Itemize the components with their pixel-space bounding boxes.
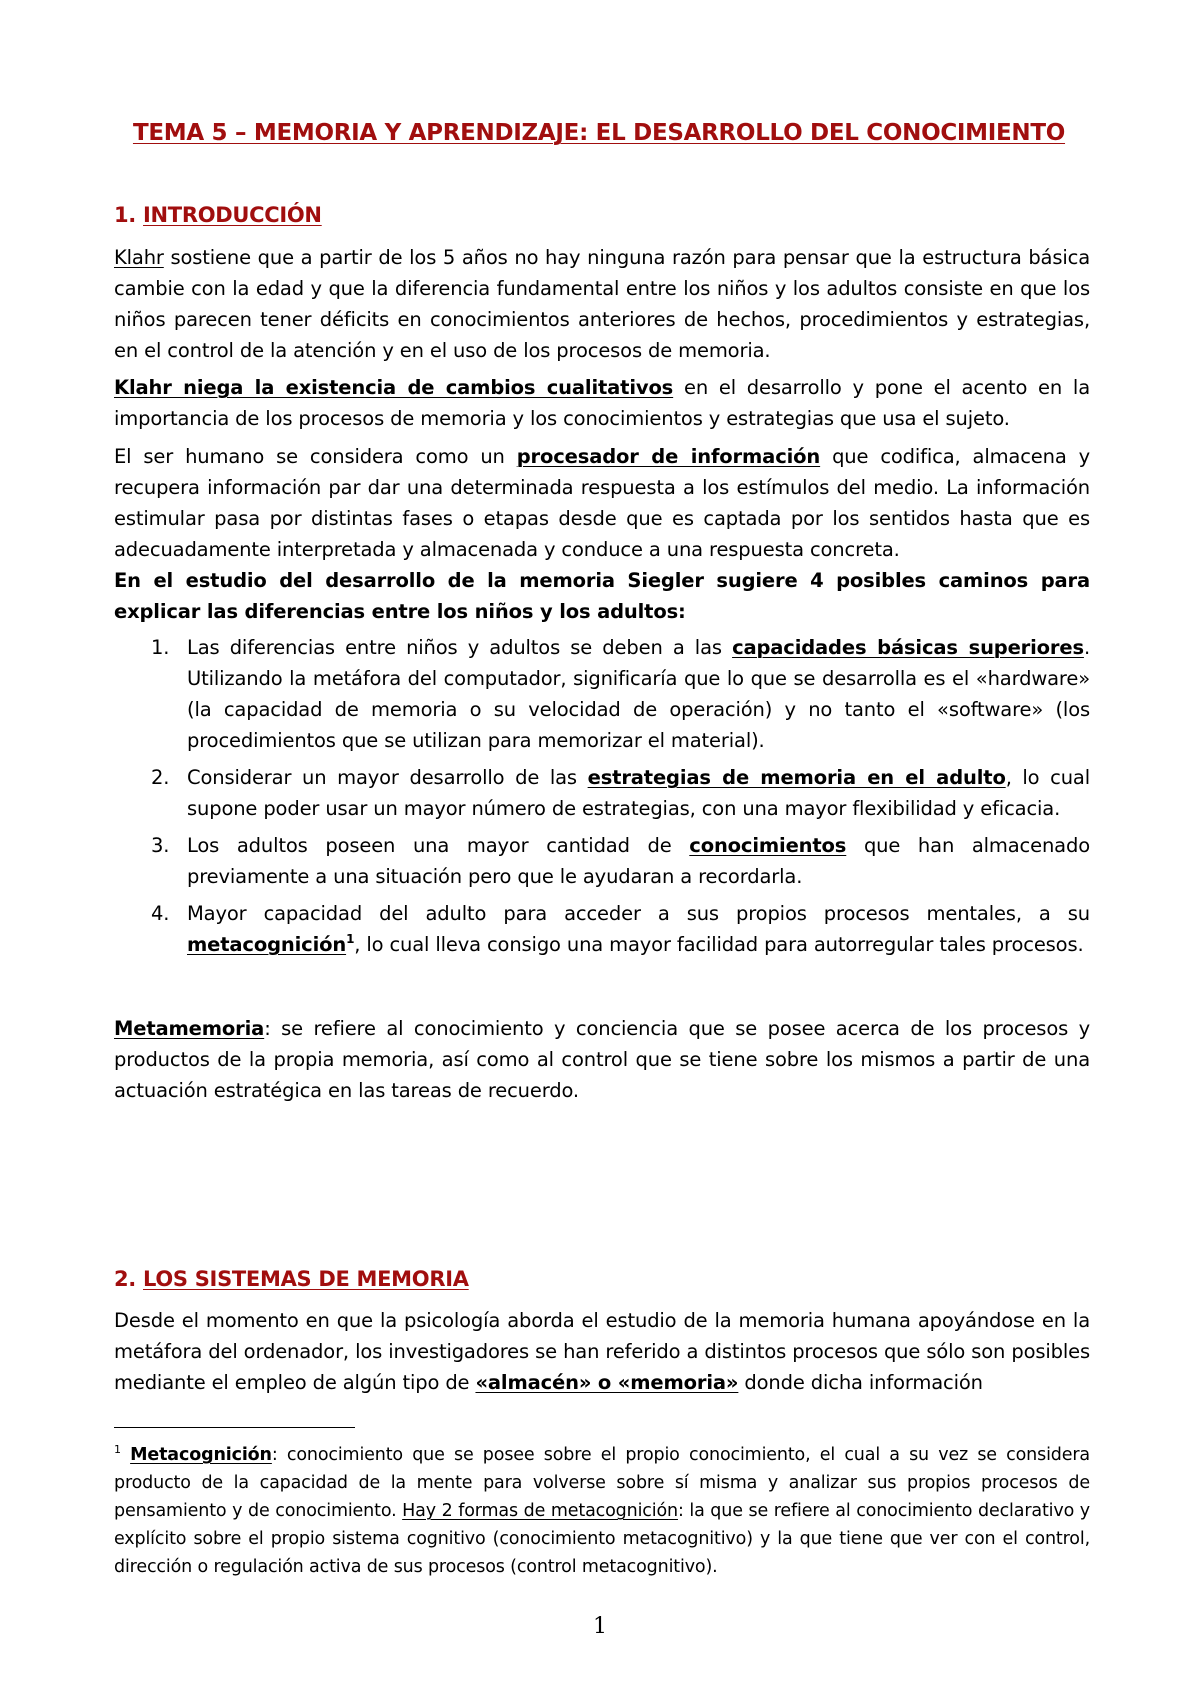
section-1-title: INTRODUCCIÓN: [143, 203, 322, 227]
footnote-underlined: Hay 2 formas de metacognición: [402, 1501, 678, 1521]
metamemoria-paragraph: Metamemoria: se refiere al conocimiento y conciencia que se posee acerca de los procesos y productos de la propia memoria, así como al control que se tiene sobre los mismos a partir de una actuación estratégica en las tareas de recuerdo.: [114, 1017, 1090, 1102]
list-item: 2. Considerar un mayor desarrollo de las estrategias de memoria en el adulto, lo cual supone poder usar un mayor número de estrategias, con una mayor flexibilidad y eficacia.: [151, 766, 1090, 820]
klahr-claim: Klahr niega la existencia de cambios cualitativos: [114, 376, 674, 399]
metamemoria-term: Metamemoria: [114, 1017, 265, 1040]
document-title: TEMA 5 – MEMORIA Y APRENDIZAJE: EL DESARROLLO DEL CONOCIMIENTO: [132, 120, 1066, 146]
section-2-title: LOS SISTEMAS DE MEMORIA: [143, 1267, 469, 1291]
footnote-marker: 1: [114, 1443, 121, 1456]
section-1-number: 1.: [114, 203, 136, 227]
footnote-separator: [114, 1427, 355, 1428]
siegler-list: [114, 632, 1090, 966]
list-item: 1. Las diferencias entre niños y adultos se deben a las capacidades básicas superiores. Utilizando la metáfora del computador, significaría que lo que se desarrolla es el «hardware» (la capacidad de memoria o su velocidad de operación) y no tanto el «software» (los procedimientos que se utilizan para memorizar el material).: [151, 636, 1090, 752]
footnote-term: Metacognición: [130, 1445, 272, 1465]
processor-term: procesador de información: [516, 445, 821, 468]
storage-term: «almacén» o «memoria»: [475, 1371, 739, 1394]
intro-paragraph-1: Klahr sostiene que a partir de los 5 años no hay ninguna razón para pensar que la estructura básica cambie con la edad y que la diferencia fundamental entre los niños y los adultos consiste en que los niños parecen tener déficits en conocimientos anteriores de hechos, procedimientos y estrategias, en el control de la atención y en el uso de los procesos de memoria.: [114, 246, 1090, 362]
footnote-reference[interactable]: 1: [346, 932, 355, 946]
intro-paragraph-2: Klahr niega la existencia de cambios cualitativos en el desarrollo y pone el acento en la importancia de los procesos de memoria y los conocimientos y estrategias que usa el sujeto.: [114, 376, 1090, 430]
section-2-heading: [114, 1267, 469, 1291]
klahr-term: Klahr: [114, 246, 164, 269]
memory-systems-paragraph: Desde el momento en que la psicología aborda el estudio de la memoria humana apoyándose en la metáfora del ordenador, los investigadores se han referido a distintos procesos que sólo son posibles mediante el empleo de algún tipo de «almacén» o «memoria» donde dicha información: [114, 1309, 1090, 1394]
footnote: $^1$ Metacognición: conocimiento que se posee sobre el propio conocimiento, el cual a su vez se considera producto de la capacidad de la mente para volverse sobre sí misma y analizar sus propios procesos de pensamiento y de conocimiento. Hay 2 formas de metacognición: la que se refiere al conocimiento declarativo y explícito sobre el propio sistema cognitivo (conocimiento metacognitivo) y la que tiene que ver con el control, dirección o regulación activa de sus procesos (control metacognitivo).: [114, 1443, 1090, 1577]
list-item: 4. Mayor capacidad del adulto para acceder a sus propios procesos mentales, a su metacognición$^1$, lo cual lleva consigo una mayor facilidad para autorregular tales procesos.: [151, 902, 1090, 956]
page-number: 1: [593, 1614, 607, 1639]
intro-paragraph-3: El ser humano se considera como un procesador de información que codifica, almacena y recupera información par dar una determinada respuesta a los estímulos del medio. La información estimular pasa por distintas fases o etapas desde que es captada por los sentidos hasta que es adecuadamente interpretada y almacenada y conduce a una respuesta concreta.: [114, 445, 1091, 561]
section-2-number: 2.: [114, 1267, 136, 1291]
list-item: 3. Los adultos poseen una mayor cantidad de conocimientos que han almacenado previamente a una situación pero que le ayudaran a recordarla.: [151, 834, 1090, 888]
siegler-intro: En el estudio del desarrollo de la memoria Siegler sugiere 4 posibles caminos para explicar las diferencias entre los niños y los adultos:: [114, 569, 1090, 623]
section-1-heading: [114, 203, 322, 227]
